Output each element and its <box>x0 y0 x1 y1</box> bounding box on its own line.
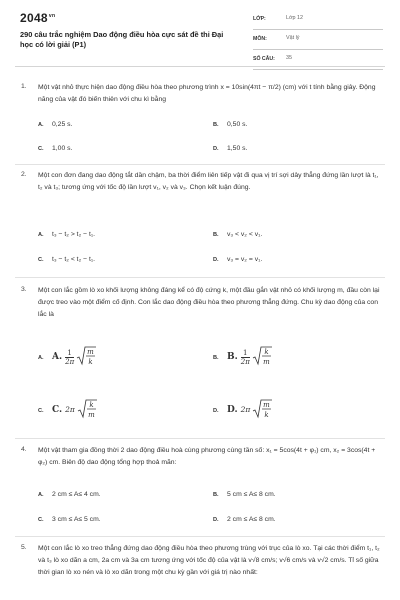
svg-text:m: m <box>262 358 270 366</box>
document-title: 290 câu trắc nghiệm Dao động điều hòa cực sát đề thi Đại học có lời giải (P1) <box>20 30 224 49</box>
question-number: 5. <box>21 544 27 551</box>
fraction: $\frac{1}{2\pi}$ <box>65 348 75 366</box>
option-4c[interactable]: C. 3 cm ≤ A≤ 5 cm. <box>38 516 101 523</box>
question-number: 3. <box>21 286 27 293</box>
divider <box>15 164 385 165</box>
meta-subject-label: MÔN: <box>253 36 267 42</box>
option-1a[interactable]: A. 0,25 s. <box>38 121 73 128</box>
site-logo[interactable]: $2048^{vn}$ <box>20 11 56 25</box>
option-3c[interactable]: C. C. 2π k m <box>38 398 97 422</box>
sqrt-icon <box>77 398 97 420</box>
question-text: Một vật tham gia đồng thời 2 dao động điều hoà cùng phương cùng tần số: x₁ = 5cos(4t + φ₁) cm, x₂ = 3cos(4t + φ₂) cm. Biên độ dao động tổng hợp thoả mãn: <box>38 447 376 466</box>
divider <box>15 438 385 439</box>
sqrt-icon <box>252 345 272 369</box>
meta-class-value: Lớp 12 <box>286 15 304 21</box>
question-number: 2. <box>21 171 27 178</box>
option-2a[interactable]: A. t₃ − t₂ > t₂ − t₁. <box>38 231 96 238</box>
meta-class-label: LỚP: <box>253 16 266 22</box>
meta-box <box>253 12 383 72</box>
option-3a[interactable]: A. A. $\frac{1}{2\pi}$ m k <box>38 345 96 369</box>
meta-subject <box>253 32 383 50</box>
sqrt-icon <box>252 398 272 420</box>
question-text: Một con lắc lò xo treo thẳng đứng dao động điều hòa theo phương trùng với trục của lò xo. Tại các thời điểm t₁, t₂ và t₃ lò xo dãn a cm, 2a cm và 3a cm tương ứng với tốc độ của vật là v√8 cm/s; v√6 cm/s và v√2 cm/s. Tỉ số giữa thời gian lò xo nén và lò xo dãn trong một chu kỳ gần với giá trị nào nhất: <box>38 545 380 576</box>
sqrt-icon <box>76 345 96 369</box>
question-3 <box>0 285 400 321</box>
option-1b[interactable]: B. 0,50 s. <box>213 121 248 128</box>
svg-text:k: k <box>264 411 269 419</box>
meta-count-label: SỐ CÂU: <box>253 56 275 62</box>
option-4b[interactable]: B. 5 cm ≤ A≤ 8 cm. <box>213 491 276 498</box>
question-2 <box>0 170 400 194</box>
question-text: Một con lắc gồm lò xo khối lượng không đáng kể có độ cứng k, một đầu gắn vật nhỏ có khối lượng m, đầu còn lại được treo vào một điểm cố định. Con lắc dao động điều hòa theo phương thẳng đứng. Chu kỳ dao động của con lắc là <box>38 287 380 318</box>
meta-count <box>253 52 383 70</box>
question-number: 4. <box>21 446 27 453</box>
svg-text:k: k <box>264 348 269 356</box>
sqrt-icon <box>252 398 272 422</box>
option-1c[interactable]: C. 1,00 s. <box>38 145 73 152</box>
meta-subject-value: Vật lý <box>286 35 300 41</box>
option-2d[interactable]: D. v₃ = v₂ = v₁. <box>213 256 263 263</box>
option-3d[interactable]: D. D. 2π m k <box>213 398 272 422</box>
svg-text:k: k <box>88 358 93 366</box>
meta-class <box>253 12 383 30</box>
divider <box>15 277 385 278</box>
fraction: $\frac{1}{2\pi}$ <box>240 348 250 366</box>
svg-text:m: m <box>263 401 271 409</box>
option-4a[interactable]: A. 2 cm ≤ A≤ 4 cm. <box>38 491 101 498</box>
svg-text:m: m <box>87 411 95 419</box>
sqrt-icon <box>77 398 97 422</box>
svg-text:k: k <box>89 401 94 409</box>
question-text: Một con đơn đang dao động tắt dần chậm, ba thời điểm liên tiếp vật đi qua vị trí sợi dây thẳng đứng lần lượt là t₁, t₂ và t₃; tương ứng với tốc độ lần lượt v₁, v₂ và v₃. Chọn kết luận đúng. <box>38 172 379 191</box>
question-4 <box>0 445 400 469</box>
question-number: 1. <box>21 83 27 90</box>
header-divider <box>15 66 385 67</box>
option-2b[interactable]: B. v₃ < v₂ < v₁. <box>213 231 263 238</box>
option-1d[interactable]: D. 1,50 s. <box>213 145 248 152</box>
sqrt-icon <box>76 345 96 367</box>
svg-text:m: m <box>87 348 94 356</box>
header <box>0 0 400 66</box>
meta-count-value: 35 <box>286 55 292 61</box>
question-text: Một vật nhỏ thực hiện dao động điều hòa theo phương trình x = 10sin(4πt − π/2) (cm) với t tính bằng giây. Động năng của vật đó biến thiên với chu kì bằng <box>38 84 376 103</box>
option-3b[interactable]: B. B. $\frac{1}{2\pi}$ k m <box>213 345 272 369</box>
question-1 <box>0 82 400 106</box>
sqrt-icon <box>252 345 272 367</box>
divider <box>15 536 385 537</box>
option-2c[interactable]: C. t₃ − t₂ < t₂ − t₁. <box>38 256 96 263</box>
option-4d[interactable]: D. 2 cm ≤ A≤ 8 cm. <box>213 516 276 523</box>
question-5 <box>0 543 400 579</box>
